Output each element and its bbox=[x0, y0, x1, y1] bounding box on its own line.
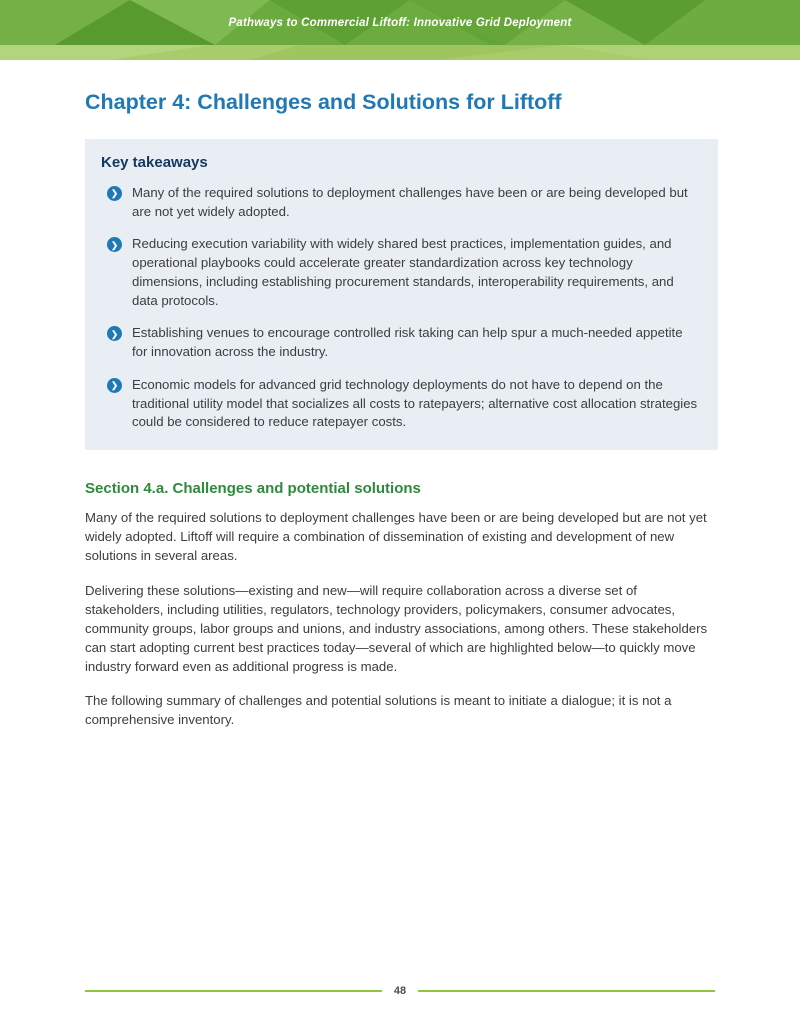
paragraph: Delivering these solutions—existing and new—will require collaboration across a diverse set of stakeholders, including utilities, regulators, technology providers, policymakers, consumer advocates, community groups, labor groups and unions, and industry associations, among others. These stakeholders can start adopting current best practices today—several of which are highlighted below—to quickly move industry forward even as additional progress is made. bbox=[85, 582, 708, 675]
section-title: Section 4.a. Challenges and potential solutions bbox=[85, 480, 421, 498]
footer-rule-left bbox=[85, 990, 382, 992]
footer-rule-right bbox=[418, 990, 715, 992]
key-takeaways-title: Key takeaways bbox=[101, 154, 208, 171]
page-footer bbox=[85, 985, 715, 997]
chevron-circle-icon: ❯ bbox=[107, 186, 122, 201]
paragraph: The following summary of challenges and potential solutions is meant to initiate a dialogue; it is not a comprehensive inventory. bbox=[85, 693, 672, 728]
takeaway-text: Establishing venues to encourage controlled risk taking can help spur a much-needed appetite for innovation across the industry. bbox=[132, 325, 683, 360]
takeaway-text: Economic models for advanced grid technology deployments do not have to depend on the traditional utility model that socializes all costs to ratepayers; alternative cost allocation strategies could be considered to reduce ratepayer costs. bbox=[132, 376, 698, 430]
chevron-circle-icon: ❯ bbox=[107, 378, 122, 393]
key-takeaways-box bbox=[85, 139, 718, 450]
list-item bbox=[107, 184, 698, 221]
report-title: Pathways to Commercial Liftoff: Innovative Grid Deployment bbox=[228, 16, 572, 29]
report-header-banner bbox=[0, 0, 800, 60]
takeaway-text: Many of the required solutions to deployment challenges have been or are being developed but are not yet widely adopted. bbox=[132, 185, 688, 219]
chevron-circle-icon: ❯ bbox=[107, 237, 122, 252]
page-number: 48 bbox=[393, 985, 407, 997]
list-item bbox=[107, 235, 698, 310]
chapter-title: Chapter 4: Challenges and Solutions for Liftoff bbox=[85, 90, 562, 114]
chevron-circle-icon: ❯ bbox=[107, 326, 122, 341]
paragraph: Many of the required solutions to deployment challenges have been or are being developed but are not yet widely adopted. Liftoff will require a combination of dissemination of existing and development of new solutions in several areas. bbox=[85, 510, 707, 564]
list-item bbox=[107, 376, 698, 432]
page-content bbox=[0, 60, 800, 729]
list-item bbox=[107, 324, 698, 361]
takeaway-text: Reducing execution variability with widely shared best practices, implementation guides, and operational playbooks could accelerate greater standardization across key technology dimensions, including establishing procurement standards, interoperability requirements, and data protocols. bbox=[132, 236, 674, 308]
